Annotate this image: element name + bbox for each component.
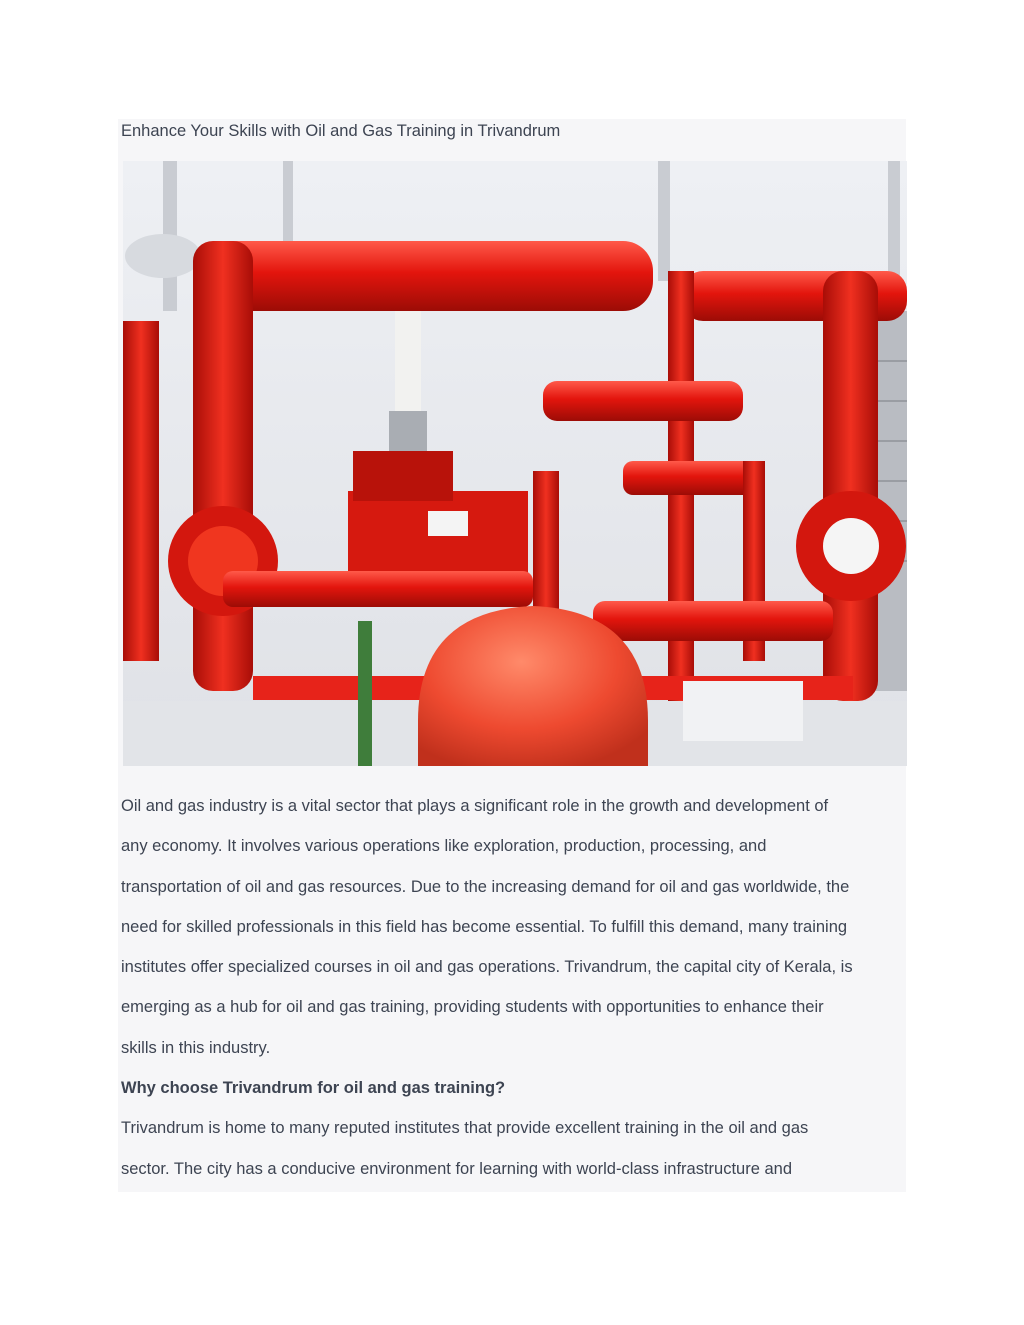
pipework-photo [123,161,907,766]
text-line: Trivandrum is home to many reputed institutes that provide excellent training in the oil and gas [121,1119,809,1138]
text-line: Oil and gas industry is a vital sector that plays a significant role in the growth and development of [121,797,829,815]
text-line: emerging as a hub for oil and gas training, providing students with opportunities to enhance their [121,998,824,1017]
section-heading: Why choose Trivandrum for oil and gas training? [121,1079,506,1098]
intro-paragraph [121,786,911,1068]
page-title: Enhance Your Skills with Oil and Gas Training in Trivandrum [121,122,561,140]
text-line: sector. The city has a conducive environment for learning with world-class infrastructure and [121,1159,793,1178]
text-line: any economy. It involves various operations like exploration, production, processing, and [121,837,767,856]
text-line: institutes offer specialized courses in oil and gas operations. Trivandrum, the capital city of Kerala, is [121,958,853,977]
section-paragraph [121,1108,911,1189]
text-line: need for skilled professionals in this field has become essential. To fulfill this demand, many training [121,917,848,936]
article-body [121,786,911,1189]
text-line: transportation of oil and gas resources. Due to the increasing demand for oil and gas worldwide, the [121,877,850,896]
text-line: skills in this industry. [121,1038,271,1057]
